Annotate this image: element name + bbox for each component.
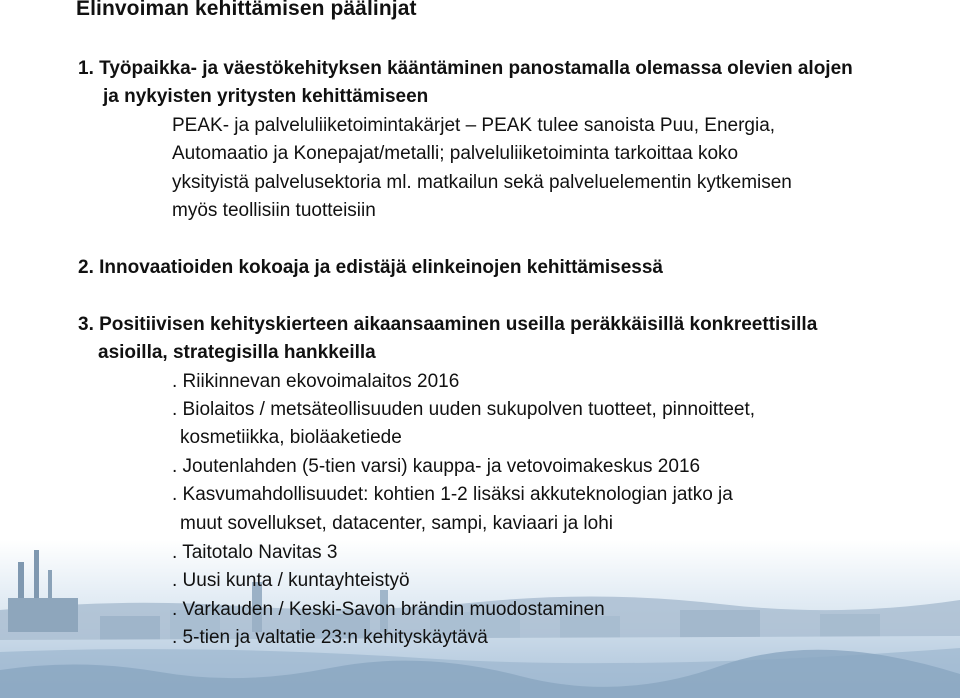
list-item: . Uusi kunta / kuntayhteistyö — [172, 570, 410, 591]
list-item: . Biolaitos / metsäteollisuuden uuden sukupolven tuotteet, pinnoitteet, — [172, 399, 756, 420]
list-item-cont: muut sovellukset, datacenter, sampi, kaviaari ja lohi — [180, 513, 613, 534]
section-3-heading: 3. Positiivisen kehityskierteen aikaansaaminen useilla peräkkäisillä konkreettisilla — [78, 314, 818, 335]
section-1-heading-cont: ja nykyisten yritysten kehittämiseen — [103, 86, 429, 107]
section-3-heading-cont: asioilla, strategisilla hankkeilla — [98, 342, 376, 363]
section-2-heading: 2. Innovaatioiden kokoaja ja edistäjä elinkeinojen kehittämisessä — [78, 257, 664, 278]
list-item: . Varkauden / Keski-Savon brändin muodostaminen — [172, 599, 605, 620]
section-1-text: myös teollisiin tuotteisiin — [172, 200, 376, 221]
section-1-text: yksityistä palvelusektoria ml. matkailun sekä palveluelementin kytkemisen — [172, 172, 792, 193]
section-1-text: PEAK- ja palveluliiketoimintakärjet – PEAK tulee sanoista Puu, Energia, — [172, 115, 776, 136]
list-item: . 5-tien ja valtatie 23:n kehityskäytävä — [172, 627, 488, 648]
list-item: . Riikinnevan ekovoimalaitos 2016 — [172, 371, 460, 392]
list-item: . Taitotalo Navitas 3 — [172, 542, 338, 563]
list-item: . Joutenlahden (5-tien varsi) kauppa- ja vetovoimakeskus 2016 — [172, 456, 701, 477]
page-title: Elinvoiman kehittämisen päälinjat — [76, 0, 417, 20]
list-item: . Kasvumahdollisuudet: kohtien 1-2 lisäksi akkuteknologian jatko ja — [172, 484, 733, 505]
list-item-cont: kosmetiikka, bioläaketiede — [180, 427, 402, 448]
section-1-heading: 1. Työpaikka- ja väestökehityksen kääntäminen panostamalla olemassa olevien alojen — [78, 58, 853, 79]
section-1-text: Automaatio ja Konepajat/metalli; palveluliiketoiminta tarkoittaa koko — [172, 143, 739, 164]
